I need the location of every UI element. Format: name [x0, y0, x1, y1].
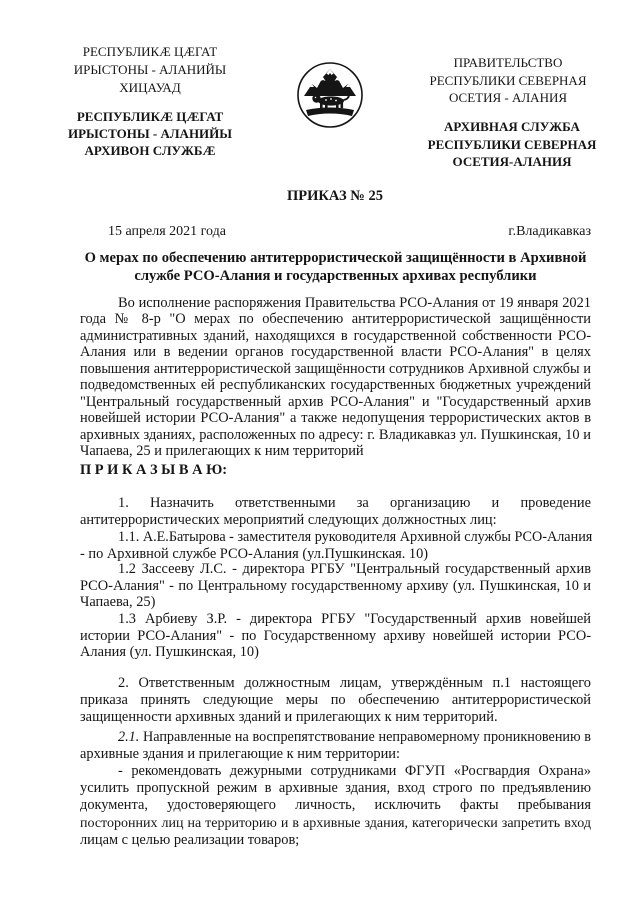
text-line: 1. Назначить ответственными за организацию и проведение — [118, 495, 591, 511]
text-line: приказа принять следующие меры по обеспечению антитеррористической — [80, 692, 591, 708]
clause-number: 2.1. — [118, 729, 140, 745]
text-line: Алания или в ведении органов государственной власти РСО-Алания" в целях — [80, 344, 591, 361]
text-line: РЕСПУБЛИКÆ ЦÆГАТ — [76, 109, 224, 124]
text-line: ОСЕТИЯ - АЛАНИЯ — [448, 90, 568, 105]
text-line: АРХИВНАЯ СЛУЖБА — [444, 119, 580, 134]
government-name-russian — [398, 54, 618, 107]
text-line: лицам с целью реализации товаров; — [80, 831, 300, 848]
text-line: усилить пропускной режим в архивные здания, вход строго по предъявлению — [80, 780, 591, 797]
text-line: повышения антитеррористической защищённости сотрудников Архивной службы и — [80, 360, 591, 377]
text-line: АРХИВОН СЛУЖБÆ — [84, 143, 216, 159]
text-line: РЕСПУБЛИКИ СЕВЕРНАЯ — [427, 136, 597, 152]
text-line: Чапаева, 25) — [80, 594, 156, 610]
text-line: защищенности архивных зданий и прилегающих к ним территорий. — [80, 709, 498, 725]
measure-item — [80, 763, 591, 849]
order-directive: П Р И К А З Ы В А Ю: — [80, 462, 228, 478]
text-line: антитеррористических мероприятий следующих должностных лиц: — [80, 512, 497, 528]
archive-service-name-ossetian — [40, 108, 260, 160]
text-line: 1.3 Арбиеву З.Р. - директора РГБУ "Государственный архив новейшей — [118, 611, 591, 627]
text-line: новейшей истории РСО-Алания" а также недопущения террористических актов в — [80, 410, 591, 427]
text-line: - рекомендовать дежурными сотрудниками ФГУП «Росгвардия Охрана» — [118, 763, 591, 779]
coat-of-arms-icon — [295, 60, 365, 130]
text-line: архивных зданиях, расположенных по адресу: г. Владикавказ ул. Пушкинская, 10 и — [80, 426, 591, 443]
text-line: 1.1. А.Е.Батырова - заместителя руководителя Архивной службы РСО-Алания — [118, 529, 593, 545]
text-line: посторонних лиц на территорию и в архивные здания, категорически запретить вход — [80, 815, 591, 831]
text-line: Во исполнение распоряжения Правительства РСО-Алания от 19 января 2021 — [118, 295, 591, 311]
preamble-paragraph — [80, 295, 591, 460]
text-line: ХИЦАУАД — [119, 80, 181, 95]
text-line — [80, 729, 591, 746]
clause-1-3 — [80, 611, 591, 661]
text-line: истории РСО-Алания" - по Государственному архиву новейшей истории РСО- — [80, 627, 591, 644]
text-line: - по Архивной службе РСО-Алания (ул.Пушкинская. 10) — [80, 546, 429, 562]
order-date: 15 апреля 2021 года — [108, 224, 226, 239]
clause-1-2 — [80, 561, 591, 611]
clause-1 — [80, 495, 591, 529]
text-line: ПРАВИТЕЛЬСТВО — [453, 55, 563, 70]
text-line: Алания (ул. Пушкинская, 10) — [80, 644, 259, 660]
text-line: службе РСО-Алания и государственных архивах республики — [134, 268, 537, 284]
text-line: ИРЫСТОНЫ - АЛАНИЙЫ — [67, 126, 233, 142]
text-line: РЕСПУБЛИКÆ ЦÆГАТ — [82, 44, 218, 59]
text-line: подведомственных ей республиканских государственных бюджетных учреждений — [80, 377, 591, 394]
text-span: Направленные на воспрепятствование неправомерному проникновению в — [142, 729, 592, 745]
text-line: "Центральный государственный архив РСО-Алания" и "Государственный архив — [80, 393, 591, 410]
text-line: ИРЫСТОНЫ - АЛАНИЙЫ — [73, 62, 227, 77]
text-line: О мерах по обеспечению антитеррористической защищённости в Архивной — [84, 250, 587, 266]
government-name-ossetian — [40, 43, 260, 97]
date-place-row — [80, 223, 591, 240]
clause-2 — [80, 675, 591, 726]
text-line: РЕСПУБЛИКИ СЕВЕРНАЯ — [429, 72, 587, 88]
text-line: документа, удостоверяющего личность, исключить факты пребывания — [80, 797, 591, 814]
order-place: г.Владикавказ — [508, 224, 591, 239]
text-line: административных зданий, находящихся в государственной собственности РСО- — [80, 327, 591, 344]
text-line: года № 8-р "О мерах по обеспечению антитеррористической защищённости — [80, 311, 591, 328]
text-line: 2. Ответственным должностным лицам, утверждённым п.1 настоящего — [118, 675, 591, 691]
text-line: ОСЕТИЯ-АЛАНИЯ — [452, 154, 572, 169]
clause-1-1 — [80, 529, 591, 563]
text-line: РСО-Алания" - по Центральному государственному архиву (ул. Пушкинская, 10 и — [80, 577, 591, 594]
order-subject — [80, 249, 591, 285]
order-title: ПРИКАЗ № 25 — [286, 188, 383, 204]
clause-2-1 — [80, 729, 591, 763]
text-line: архивные здания и прилегающие к ним территории: — [80, 746, 401, 762]
text-line: Чапаева, 25 и прилегающих к ним территорий — [80, 443, 364, 460]
text-line: 1.2 Зассееву Л.С. - директора РГБУ "Центральный государственный архив — [118, 561, 591, 577]
archive-service-name-russian — [402, 118, 622, 171]
